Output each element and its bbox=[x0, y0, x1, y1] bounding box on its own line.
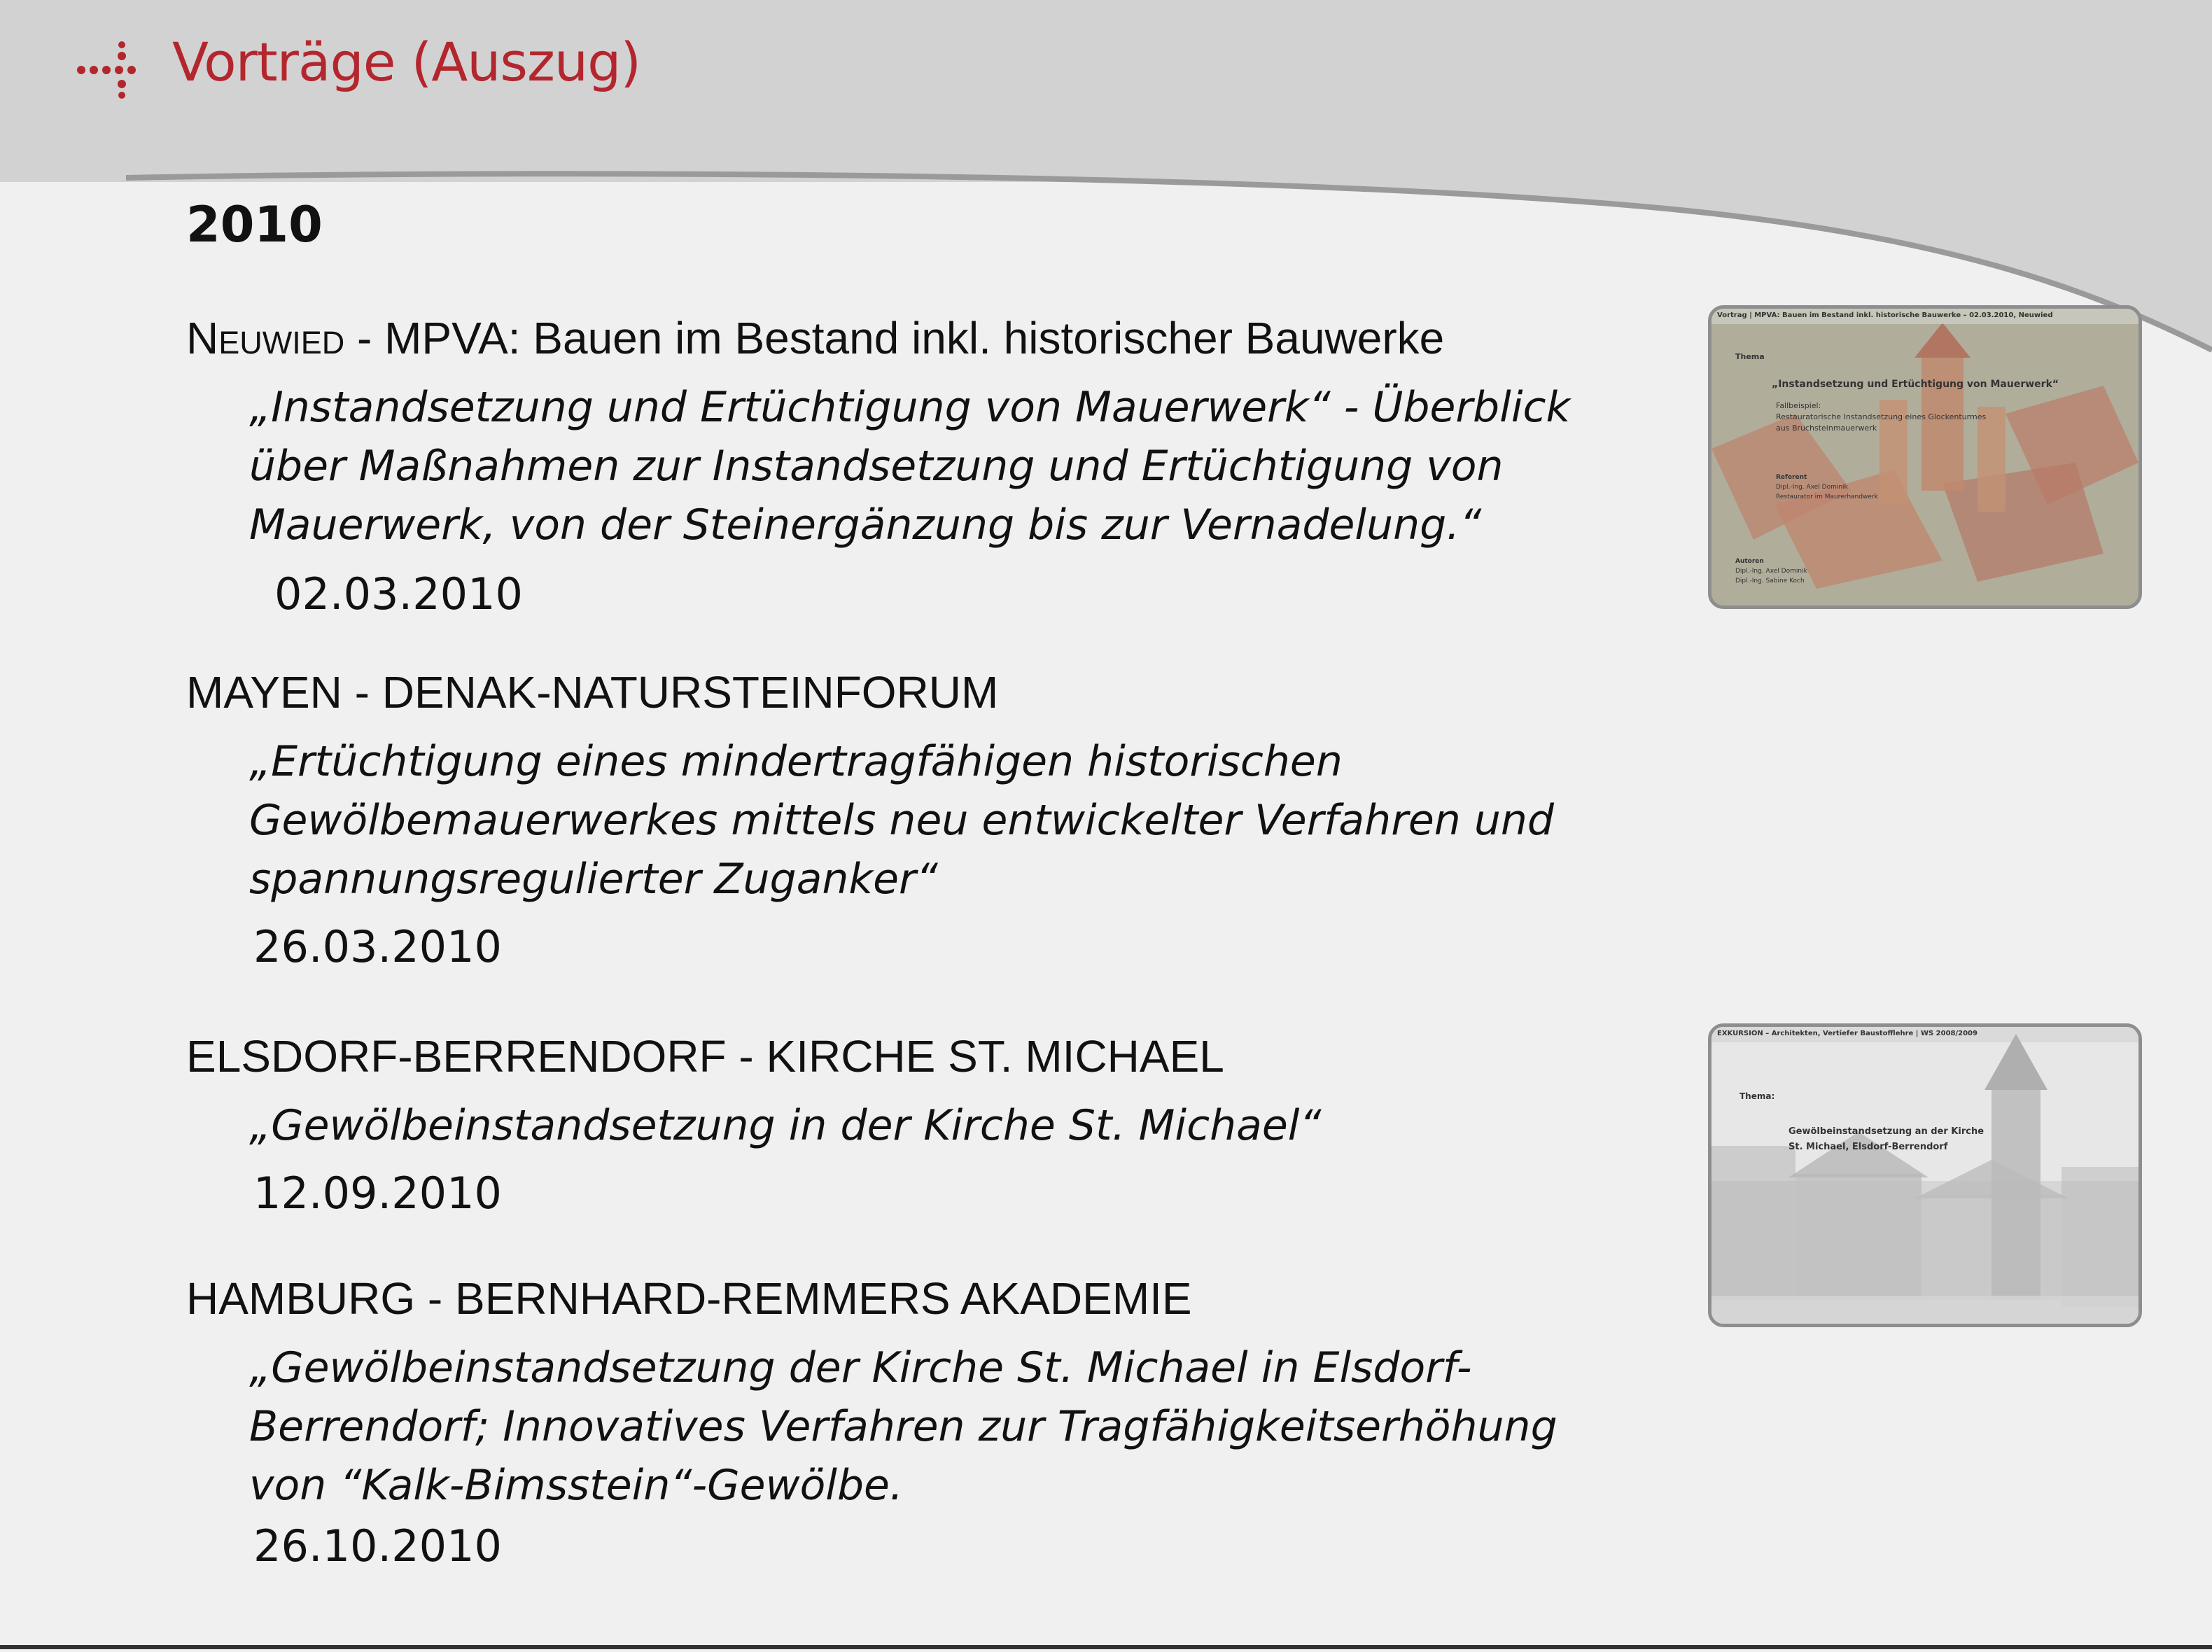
thumbnail-text: Dipl.-Ing. Sabine Koch bbox=[1735, 578, 1805, 584]
quote-line: Gewölbemauerwerkes mittels neu entwickelter Verfahren und bbox=[249, 796, 1555, 845]
thumbnail-label: Autoren bbox=[1735, 558, 1764, 565]
event-date: 26.10.2010 bbox=[253, 1520, 502, 1572]
event-title-neuwied bbox=[186, 312, 1444, 364]
thumbnail-text: aus Bruchsteinmauerwerk bbox=[1776, 424, 1877, 433]
church-photo-image bbox=[1712, 1027, 2138, 1324]
slide-thumbnail-neuwied bbox=[1708, 305, 2142, 609]
event-quote-neuwied bbox=[249, 378, 1688, 554]
bottom-rule bbox=[0, 1645, 2212, 1649]
thumbnail-text: Dipl.-Ing. Axel Dominik bbox=[1735, 568, 1807, 575]
event-date: 12.09.2010 bbox=[253, 1168, 502, 1219]
thumbnail-title: „Instandsetzung und Ertüchtigung von Mauerwerk“ bbox=[1772, 379, 2059, 390]
church-aerial-image bbox=[1712, 309, 2138, 606]
event-date: 26.03.2010 bbox=[253, 921, 502, 972]
thumbnail-title: Gewölbeinstandsetzung an der Kirche bbox=[1788, 1126, 1984, 1137]
thumbnail-title: St. Michael, Elsdorf-Berrendorf bbox=[1788, 1142, 1948, 1152]
quote-line: „Ertüchtigung eines mindertragfähigen historischen bbox=[249, 737, 1343, 786]
thumbnail-text: Restaurator im Maurerhandwerk bbox=[1776, 493, 1878, 500]
quote-line: „Instandsetzung und Ertüchtigung von Mauerwerk“ - Überblick bbox=[249, 383, 1571, 432]
event-quote-mayen bbox=[249, 732, 1688, 909]
quote-line: „Gewölbeinstandsetzung in der Kirche St. Michael“ bbox=[249, 1101, 1322, 1150]
quote-line: „Gewölbeinstandsetzung der Kirche St. Michael in Elsdorf- bbox=[249, 1343, 1472, 1392]
quote-line: Berrendorf; Innovatives Verfahren zur Tragfähigkeitserhöhung bbox=[249, 1402, 1558, 1451]
thumbnail-label: Thema bbox=[1735, 352, 1765, 361]
thumbnail-header: EXKURSION – Architekten, Vertiefer Baustofflehre | WS 2008/2009 bbox=[1717, 1030, 1977, 1037]
event-quote-hamburg bbox=[249, 1338, 1688, 1515]
thumbnail-label: Referent bbox=[1776, 474, 1807, 481]
event-location: Neuwied bbox=[186, 313, 345, 363]
thumbnail-text: Dipl.-Ing. Axel Dominik bbox=[1776, 484, 1848, 491]
event-date: 02.03.2010 bbox=[274, 568, 523, 620]
event-title-rest: - MPVA: Bauen im Bestand inkl. historischer Bauwerke bbox=[344, 313, 1445, 363]
quote-line: Mauerwerk, von der Steinergänzung bis zur Vernadelung.“ bbox=[249, 500, 1482, 550]
slide-thumbnail-elsdorf bbox=[1708, 1023, 2142, 1327]
thumbnail-text: Restauratorische Instandsetzung eines Glockenturmes bbox=[1776, 412, 1987, 421]
thumbnail-label: Thema: bbox=[1740, 1091, 1775, 1101]
page-title: Vorträge (Auszug) bbox=[172, 31, 640, 93]
event-quote-elsdorf bbox=[249, 1096, 1688, 1155]
event-title-mayen: MAYEN - DENAK-NATURSTEINFORUM bbox=[186, 667, 999, 718]
quote-line: spannungsregulierter Zuganker“ bbox=[249, 855, 938, 904]
thumbnail-text: Fallbeispiel: bbox=[1776, 401, 1821, 410]
quote-line: von “Kalk-Bimsstein“-Gewölbe. bbox=[249, 1461, 904, 1510]
event-title-elsdorf: ELSDORF-BERRENDORF - KIRCHE ST. MICHAEL bbox=[186, 1031, 1224, 1082]
year-heading: 2010 bbox=[186, 196, 323, 253]
arrow-dots-icon bbox=[76, 41, 146, 99]
quote-line: über Maßnahmen zur Instandsetzung und Ertüchtigung von bbox=[249, 442, 1504, 491]
thumbnail-header: Vortrag | MPVA: Bauen im Bestand inkl. historische Bauwerke – 02.03.2010, Neuwied bbox=[1717, 312, 2053, 319]
event-title-hamburg: HAMBURG - BERNHARD-REMMERS AKADEMIE bbox=[186, 1273, 1192, 1324]
